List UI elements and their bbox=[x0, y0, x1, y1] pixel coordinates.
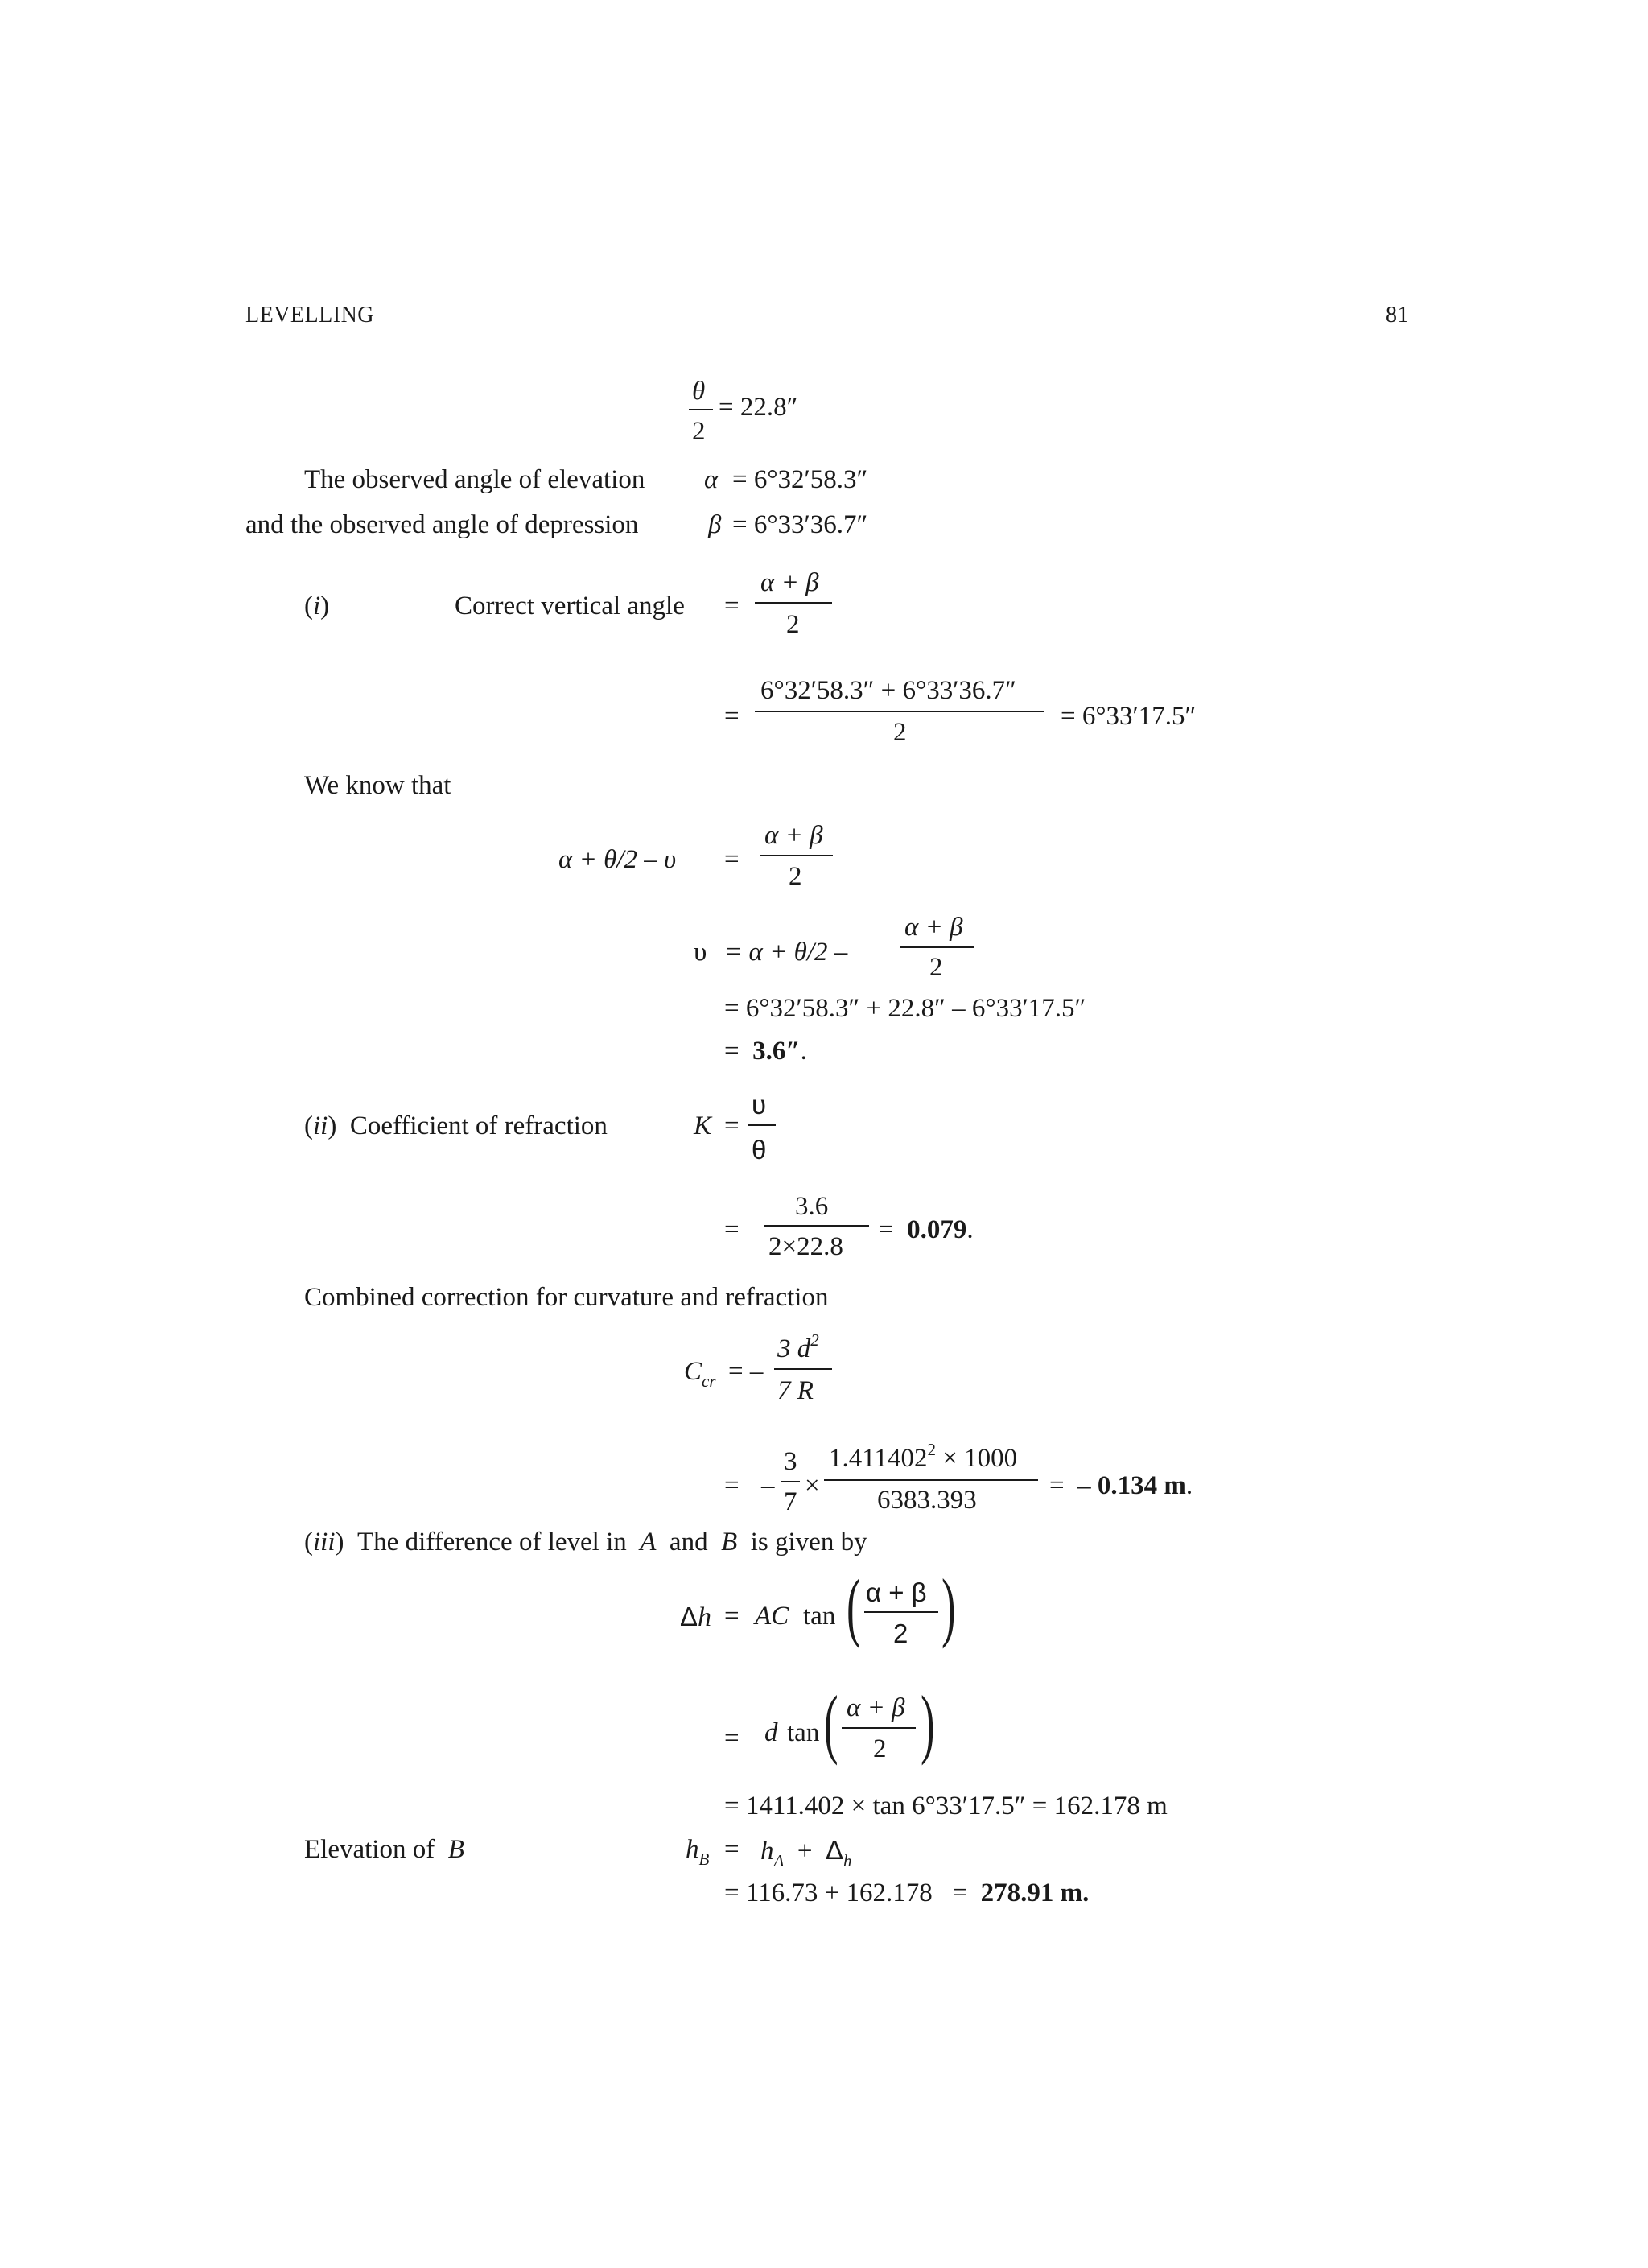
fraction-bar bbox=[824, 1479, 1038, 1481]
elevation-result: = 116.73 + 162.178 = 278.91 m. bbox=[724, 1878, 1090, 1907]
correct-vertical-angle-text: Correct vertical angle bbox=[455, 592, 685, 621]
two-den: 2 bbox=[873, 1734, 887, 1763]
three-num: 3 bbox=[784, 1447, 797, 1476]
combined-correction-text: Combined correction for curvature and refraction bbox=[304, 1283, 829, 1312]
minus-sign: – bbox=[761, 1471, 775, 1500]
alpha-beta-num: α + β bbox=[866, 1577, 927, 1607]
c-cr-symbol: $C_{cr}$ bbox=[684, 1357, 716, 1391]
alpha-beta-num: α + β bbox=[764, 821, 823, 850]
refraction-lhs: α + θ/2 – υ bbox=[558, 845, 677, 874]
tan-text: tan bbox=[803, 1602, 836, 1631]
alpha-beta-num: α + β bbox=[760, 568, 819, 597]
equals: = bbox=[724, 1602, 740, 1631]
page-number: 81 bbox=[1386, 303, 1409, 328]
elevation-formula: $h_A + \Delta_h$ bbox=[760, 1835, 852, 1870]
two-den: 2 bbox=[786, 610, 800, 639]
fraction-bar bbox=[764, 1225, 869, 1227]
k-symbol: K bbox=[694, 1111, 712, 1140]
depression-text: and the observed angle of depression bbox=[245, 510, 639, 539]
k-result: = 0.079. bbox=[879, 1215, 974, 1244]
two-den: 2 bbox=[893, 718, 907, 747]
delta-h-symbol: Δh bbox=[680, 1602, 712, 1632]
k-den: 2×22.8 bbox=[768, 1232, 843, 1261]
times-sign: × bbox=[805, 1471, 820, 1500]
alpha-symbol: α bbox=[704, 465, 719, 494]
hb-symbol: $h_B$ bbox=[686, 1835, 710, 1869]
tan-text: tan bbox=[787, 1718, 820, 1747]
theta-den: θ bbox=[752, 1135, 767, 1165]
elevation-of-b-label: Elevation of B bbox=[304, 1835, 464, 1864]
part-ii-label: (ii) Coefficient of refraction bbox=[304, 1111, 608, 1140]
beta-symbol: β bbox=[708, 510, 722, 539]
fraction-bar bbox=[748, 1124, 776, 1126]
equals-minus: = – bbox=[728, 1357, 764, 1386]
equals: = bbox=[724, 1724, 740, 1753]
theta-num: θ bbox=[692, 377, 706, 406]
elevation-value: = 6°32′58.3″ bbox=[732, 465, 868, 494]
part-iii-label: (iii) The difference of level in A and B is given by bbox=[304, 1528, 867, 1557]
equals: = bbox=[724, 1111, 740, 1140]
fraction-bar bbox=[760, 855, 833, 856]
upsilon-num: υ bbox=[752, 1090, 767, 1120]
fraction-bar bbox=[842, 1727, 916, 1729]
right-paren: ) bbox=[921, 1680, 935, 1766]
part-i-label: (i) bbox=[304, 592, 330, 621]
ccr-result: = – 0.134 m. bbox=[1049, 1471, 1193, 1500]
radius-den: 6383.393 bbox=[877, 1486, 977, 1515]
equals: = bbox=[724, 1835, 740, 1864]
two-den: 2 bbox=[789, 862, 802, 891]
upsilon-result: = 3.6″. bbox=[724, 1037, 807, 1066]
equals: = bbox=[724, 1215, 740, 1244]
equals: = bbox=[724, 592, 740, 621]
two-den: 2 bbox=[929, 953, 943, 982]
ac-symbol: AC bbox=[755, 1602, 789, 1631]
fraction-bar bbox=[900, 946, 974, 948]
right-paren: ) bbox=[941, 1563, 956, 1649]
upsilon-lhs: υ bbox=[694, 938, 707, 967]
correct-angle-result: = 6°33′17.5″ bbox=[1061, 702, 1197, 731]
alpha-beta-num: α + β bbox=[847, 1693, 905, 1722]
delta-h-result: = 1411.402 × tan 6°33′17.5″ = 162.178 m bbox=[724, 1792, 1168, 1821]
fraction-bar bbox=[755, 711, 1044, 712]
fraction-bar bbox=[755, 602, 832, 604]
equals: = bbox=[724, 702, 740, 731]
seven-den: 7 bbox=[784, 1487, 797, 1516]
theta-den: 2 bbox=[692, 417, 706, 446]
two-den: 2 bbox=[893, 1619, 908, 1648]
alpha-beta-num: α + β bbox=[904, 913, 963, 942]
distance-num: $1.411402^2 \times 1000$ bbox=[829, 1440, 1018, 1473]
fraction-bar bbox=[689, 409, 713, 410]
equals: = bbox=[724, 845, 740, 874]
left-paren: ( bbox=[824, 1680, 838, 1766]
upsilon-substitution: = 6°32′58.3″ + 22.8″ – 6°33′17.5″ bbox=[724, 994, 1086, 1023]
theta-rhs: = 22.8″ bbox=[719, 393, 798, 422]
left-paren: ( bbox=[847, 1563, 861, 1649]
ccr-num: 3 $d^2$ bbox=[777, 1330, 819, 1363]
fraction-bar bbox=[781, 1481, 800, 1482]
upsilon-rhs: = α + θ/2 – bbox=[724, 938, 848, 967]
fraction-bar bbox=[864, 1611, 938, 1613]
angles-sum-num: 6°32′58.3″ + 6°33′36.7″ bbox=[760, 676, 1016, 705]
d-symbol: d bbox=[764, 1718, 778, 1747]
ccr-den: 7 R bbox=[777, 1376, 814, 1405]
running-title: LEVELLING bbox=[245, 303, 375, 328]
k-num: 3.6 bbox=[795, 1192, 829, 1221]
depression-value: = 6°33′36.7″ bbox=[732, 510, 868, 539]
elevation-text: The observed angle of elevation bbox=[304, 465, 645, 494]
equals: = bbox=[724, 1471, 740, 1500]
fraction-bar bbox=[774, 1368, 832, 1370]
we-know-text: We know that bbox=[304, 771, 451, 800]
